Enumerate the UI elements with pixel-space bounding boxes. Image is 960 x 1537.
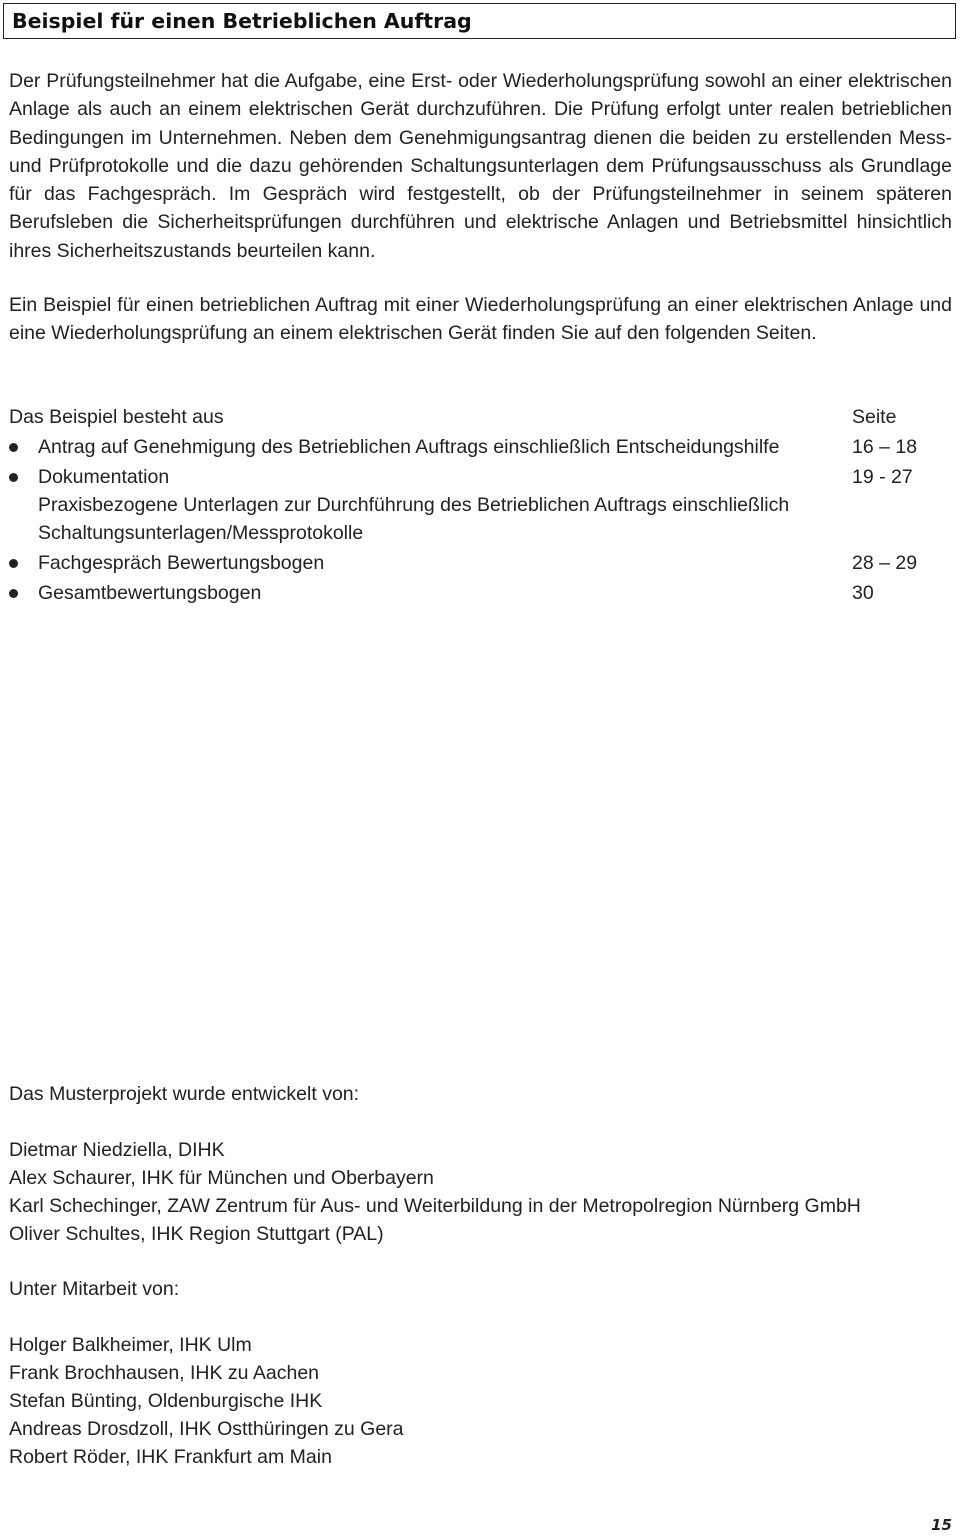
contents-intro: Das Beispiel besteht aus [9,406,224,428]
contents-item-subline: Praxisbezogene Unterlagen zur Durchführung des Betrieblichen Auftrags einschließlich [38,494,790,516]
bullet-icon [9,473,18,482]
contents-item-label: Fachgespräch Bewertungsbogen [38,552,325,574]
bullet-icon [9,559,18,568]
collaborator-name: Frank Brochhausen, IHK zu Aachen [9,1362,320,1384]
contents-item-label: Dokumentation [38,466,170,488]
example-paragraph: Ein Beispiel für einen betrieblichen Auftrag mit einer Wiederholungsprüfung an einer elektrischen Anlage und eine Wiederholungsprüfung an einem elektrischen Gerät finden Sie auf den folgenden Seiten. [9,294,952,345]
contents-item-pages: 30 [852,582,874,604]
contents-item-pages: 16 – 18 [852,436,918,458]
contents-page-header: Seite [852,406,897,428]
collaborator-name: Holger Balkheimer, IHK Ulm [9,1334,252,1356]
page-title-box [3,3,956,39]
contents-item-pages: 19 - 27 [852,466,913,488]
bullet-icon [9,589,18,598]
contents-item-label: Gesamtbewertungsbogen [38,582,262,604]
developer-name: Karl Schechinger, ZAW Zentrum für Aus- und Weiterbildung in der Metropolregion Nürnberg GmbH [9,1195,861,1217]
developer-name: Oliver Schultes, IHK Region Stuttgart (PAL) [9,1223,384,1245]
developer-name: Dietmar Niedziella, DIHK [9,1139,225,1161]
page-number: 15 [931,1516,952,1534]
contents-item-subline: Schaltungsunterlagen/Messprotokolle [38,522,364,544]
page-title: Beispiel für einen Betrieblichen Auftrag [12,9,472,33]
contents-item-label: Antrag auf Genehmigung des Betrieblichen Auftrags einschließlich Entscheidungshilfe [38,436,780,458]
collaborator-name: Andreas Drosdzoll, IHK Ostthüringen zu Gera [9,1418,404,1440]
contents-item-pages: 28 – 29 [852,552,918,574]
bullet-icon [9,443,18,452]
collaborators-intro: Unter Mitarbeit von: [9,1278,180,1300]
collaborator-name: Robert Röder, IHK Frankfurt am Main [9,1446,332,1468]
collaborator-name: Stefan Bünting, Oldenburgische IHK [9,1390,323,1412]
developers-intro: Das Musterprojekt wurde entwickelt von: [9,1083,360,1105]
developer-name: Alex Schaurer, IHK für München und Oberbayern [9,1167,434,1189]
intro-paragraph: Der Prüfungsteilnehmer hat die Aufgabe, eine Erst- oder Wiederholungsprüfung sowohl an einer elektrischen Anlage als auch an einem elektrischen Gerät durchzuführen. Die Prüfung erfolgt unter realen betrieblichen Bedingungen im Unternehmen. Neben dem Genehmigungsantrag dienen die beiden zu erstellenden Mess- und Prüfprotokolle und die dazu gehörenden Schaltungsunterlagen dem Prüfungsausschuss als Grundlage für das Fachgespräch. Im Gespräch wird festgestellt, ob der Prüfungsteilnehmer in seinem späteren Berufsleben die Sicherheitsprüfungen durchführen und elektrische Anlagen und Betriebsmittel hinsichtlich ihres Sicherheitszustands beurteilen kann. [9,70,952,262]
